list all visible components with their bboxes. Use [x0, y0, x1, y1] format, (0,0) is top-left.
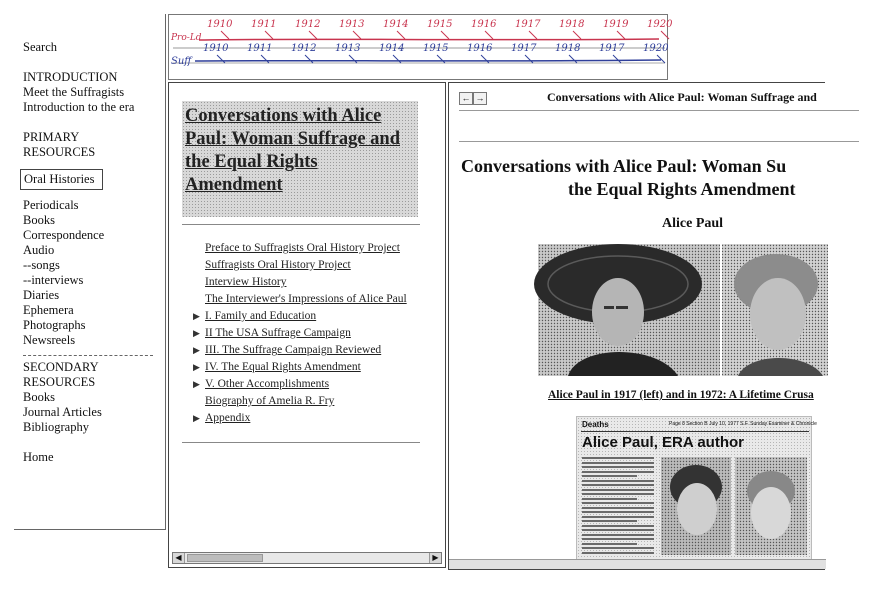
toc-item — [193, 325, 443, 342]
correspondence-link[interactable]: Correspondence — [23, 228, 105, 242]
photographs-link[interactable]: Photographs — [23, 318, 86, 332]
timeline-year-label: 1919 — [603, 19, 629, 30]
oral-histories-selected-link[interactable]: Oral Histories — [20, 169, 103, 190]
search-link[interactable]: Search — [23, 40, 58, 54]
toc-item — [193, 240, 443, 257]
clipping-section: Deaths — [582, 420, 609, 429]
timeline-tick — [661, 31, 669, 39]
timeline-tick — [617, 31, 625, 39]
toc-item — [193, 291, 443, 308]
timeline-year-label: 1915 — [427, 19, 453, 30]
diaries-link[interactable]: Diaries — [23, 288, 60, 302]
photo-1917 — [534, 244, 720, 376]
toc-item-link[interactable]: Appendix — [205, 412, 251, 424]
timeline-blue-line — [195, 60, 661, 61]
timeline-year-label: 1910 — [203, 43, 229, 54]
toc-item-link[interactable]: II The USA Suffrage Campaign — [205, 327, 351, 339]
periodicals-link[interactable]: Periodicals — [23, 198, 79, 212]
handwritten-timeline — [168, 14, 673, 80]
timeline-tick — [261, 55, 269, 63]
timeline-year-label: 1917 — [511, 43, 537, 54]
timeline-tick — [217, 55, 225, 63]
timeline-year-label: 1915 — [423, 43, 449, 54]
timeline-tick — [221, 31, 229, 39]
arrow-left-icon[interactable]: ← — [459, 92, 473, 105]
songs-link[interactable]: --songs — [23, 258, 60, 272]
toc-title-box — [182, 101, 418, 217]
primary-resources-heading-2: RESOURCES — [23, 145, 96, 159]
site-navigation — [14, 14, 166, 530]
triangle-right-icon[interactable]: ▶ — [193, 362, 200, 372]
document-author: Alice Paul — [662, 216, 724, 231]
toc-list — [193, 240, 443, 427]
timeline-year-label: 1913 — [339, 19, 365, 30]
toc-item — [193, 359, 443, 376]
toc-item — [193, 393, 443, 410]
clipping-body-text — [582, 457, 656, 557]
photo-1972 — [722, 244, 828, 376]
timeline-tick — [569, 55, 577, 63]
timeline-tick — [485, 31, 493, 39]
face-1917 — [592, 278, 644, 346]
timeline-year-label: 1913 — [335, 43, 361, 54]
timeline-tick — [265, 31, 273, 39]
doc-title-rule — [459, 141, 859, 142]
timeline-tick — [305, 55, 313, 63]
meet-the-suffragists-link[interactable]: Meet the Suffragists — [23, 85, 125, 99]
timeline-year-label: 1920 — [647, 19, 673, 30]
timeline-year-label: 1918 — [559, 19, 585, 30]
toc-item-link[interactable]: Biography of Amelia R. Fry — [205, 395, 335, 407]
toc-item-link[interactable]: Interview History — [205, 276, 287, 288]
timeline-top-label: Pro-Ld — [171, 33, 202, 43]
timeline-year-label: 1917 — [599, 43, 625, 54]
clipping-photos — [661, 457, 807, 557]
toc-item — [193, 257, 443, 274]
timeline-tick — [657, 55, 665, 63]
timeline-year-label: 1917 — [515, 19, 541, 30]
triangle-right-icon[interactable]: ▶ — [193, 328, 200, 338]
toc-item-link[interactable]: Suffragists Oral History Project — [205, 259, 351, 271]
scroll-left-icon[interactable]: ◀ — [173, 553, 185, 563]
timeline-tick — [441, 31, 449, 39]
document-running-header: Conversations with Alice Paul: Woman Suffrage and — [547, 90, 817, 104]
ephemera-link[interactable]: Ephemera — [23, 303, 74, 317]
audio-link[interactable]: Audio — [23, 243, 55, 257]
timeline-tick — [529, 31, 537, 39]
toc-rule-top — [182, 224, 420, 225]
timeline-tick — [393, 55, 401, 63]
timeline-year-label: 1912 — [291, 43, 317, 54]
triangle-right-icon[interactable]: ▶ — [193, 413, 200, 423]
triangle-right-icon[interactable]: ▶ — [193, 311, 200, 321]
toc-item — [193, 410, 443, 427]
toc-title[interactable]: Conversations with Alice Paul: Woman Suffrage and the Equal Rights Amendment — [185, 106, 401, 195]
toc-item-link[interactable]: V. Other Accomplishments — [205, 378, 330, 390]
document-title — [461, 155, 881, 201]
document-horizontal-scrollbar[interactable] — [449, 559, 826, 569]
books-link[interactable]: Books — [23, 213, 55, 227]
timeline-tick — [613, 55, 621, 63]
toc-item-link[interactable]: IV. The Equal Rights Amendment — [205, 361, 361, 373]
journal-articles-link[interactable]: Journal Articles — [23, 405, 102, 419]
table-of-contents-frame — [168, 82, 446, 568]
timeline-year-label: 1916 — [471, 19, 497, 30]
timeline-year-label: 1910 — [207, 19, 233, 30]
introduction-link[interactable]: INTRODUCTION — [23, 70, 118, 84]
timeline-year-label: 1916 — [467, 43, 493, 54]
face-1972 — [750, 278, 806, 350]
triangle-right-icon[interactable]: ▶ — [193, 345, 200, 355]
timeline-year-label: 1914 — [383, 19, 409, 30]
scroll-right-icon[interactable]: ▶ — [429, 553, 441, 563]
document-frame — [448, 82, 825, 570]
toc-item — [193, 308, 443, 325]
triangle-right-icon[interactable]: ▶ — [193, 379, 200, 389]
sidebar-divider — [23, 355, 153, 356]
document-title-line-1: Conversations with Alice Paul: Woman Su — [461, 156, 787, 176]
timeline-year-label: 1914 — [379, 43, 405, 54]
timeline-tick — [437, 55, 445, 63]
bibliography-link[interactable]: Bibliography — [23, 420, 89, 434]
secondary-resources-heading-1: SECONDARY — [23, 360, 99, 374]
timeline-graphic — [169, 15, 673, 81]
timeline-year-label: 1911 — [247, 43, 273, 54]
interviews-link[interactable]: --interviews — [23, 273, 84, 287]
clipping-page-info: Page 8 Section B July 10, 1977 S.F. Sunday Examiner & Chronicle — [669, 421, 817, 427]
introduction-to-era-link[interactable]: Introduction to the era — [23, 100, 135, 114]
secondary-resources-heading-2: RESOURCES — [23, 375, 96, 389]
alice-paul-photos — [538, 244, 828, 379]
timeline-red-line — [199, 39, 659, 40]
clipping-headline: Alice Paul, ERA author — [582, 434, 744, 451]
arrow-right-icon[interactable]: → — [473, 92, 487, 105]
toc-item-link[interactable]: Preface to Suffragists Oral History Project — [205, 242, 400, 254]
timeline-tick — [525, 55, 533, 63]
home-link[interactable]: Home — [23, 450, 54, 464]
scroll-thumb[interactable] — [187, 554, 263, 562]
doc-header-rule — [459, 110, 859, 111]
document-nav-buttons — [459, 88, 487, 106]
timeline-tick — [573, 31, 581, 39]
secondary-books-link[interactable]: Books — [23, 390, 55, 404]
toc-item-link[interactable]: The Interviewer's Impressions of Alice Paul — [205, 293, 407, 305]
timeline-tick — [353, 31, 361, 39]
timeline-bottom-label: Suff — [171, 56, 192, 67]
toc-item-link[interactable]: III. The Suffrage Campaign Reviewed — [205, 344, 382, 356]
toc-item-link[interactable]: I. Family and Education — [205, 310, 317, 322]
timeline-year-label: 1911 — [251, 19, 277, 30]
timeline-tick — [309, 31, 317, 39]
timeline-tick — [349, 55, 357, 63]
toc-rule-bottom — [182, 442, 420, 443]
newspaper-clipping — [576, 416, 817, 568]
timeline-year-label: 1918 — [555, 43, 581, 54]
timeline-year-label: 1920 — [643, 43, 669, 54]
toc-item — [193, 376, 443, 393]
toc-item — [193, 342, 443, 359]
primary-resources-heading-1: PRIMARY — [23, 130, 80, 144]
timeline-tick — [397, 31, 405, 39]
toc-horizontal-scrollbar[interactable] — [172, 552, 442, 564]
photo-caption: Alice Paul in 1917 (left) and in 1972: A Lifetime Crusa — [548, 389, 814, 401]
document-title-line-2: the Equal Rights Amendment — [568, 179, 796, 199]
clipping-rule — [581, 431, 809, 432]
timeline-year-label: 1912 — [295, 19, 321, 30]
timeline-tick — [481, 55, 489, 63]
newsreels-link[interactable]: Newsreels — [23, 333, 76, 347]
toc-item — [193, 274, 443, 291]
